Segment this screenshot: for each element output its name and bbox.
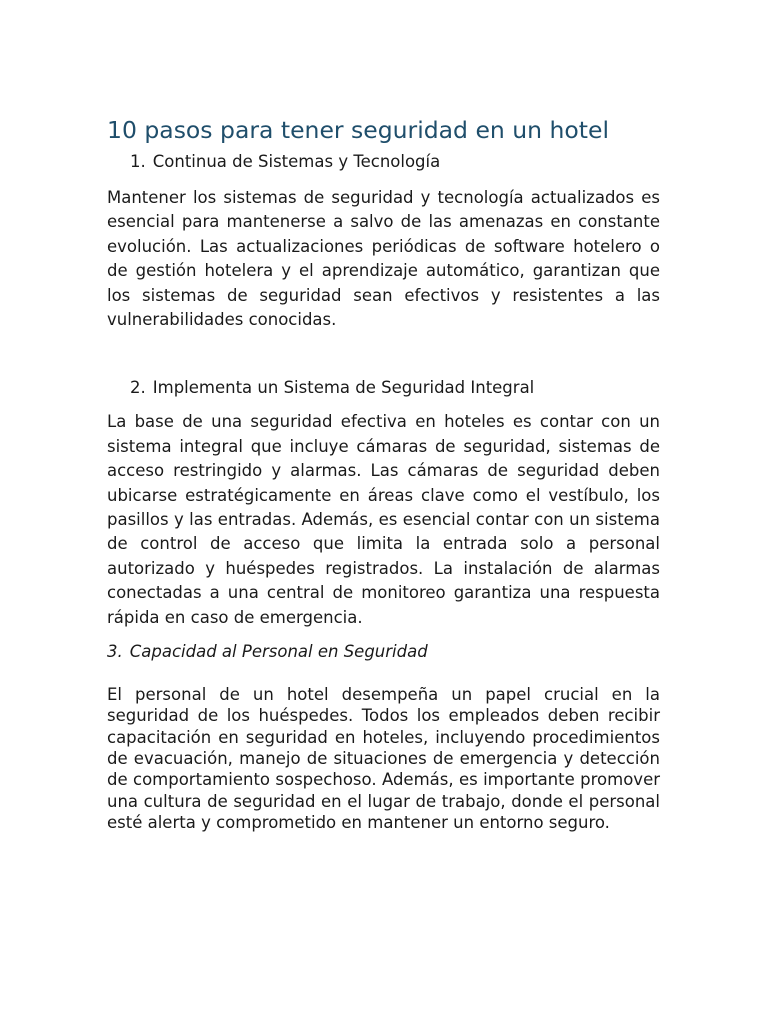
- section-heading-2: [107, 376, 660, 400]
- section-body-3: El personal de un hotel desempeña un papel crucial en la seguridad de los huéspedes. Todos los empleados deben recibir capacitación en seguridad en hoteles, incluyendo procedimientos de evacuación, manejo de situaciones de emergencia y detección de comportamiento sospechoso. Además, es importante promover una cultura de seguridad en el lugar de trabajo, donde el personal esté alerta y comprometido en mantener un entorno seguro.: [107, 685, 660, 832]
- section-number-3: 3.: [107, 642, 123, 662]
- section-heading-text-1: Continua de Sistemas y Tecnología: [152, 152, 441, 171]
- section-heading-text-3: Capacidad al Personal en Seguridad: [129, 642, 428, 662]
- section-heading-text-2: Implementa un Sistema de Seguridad Integral: [152, 378, 535, 398]
- section-number-1: 1.: [130, 152, 146, 171]
- section-body-2: La base de una seguridad efectiva en hoteles es contar con un sistema integral que incluye cámaras de seguridad, sistemas de acceso restringido y alarmas. Las cámaras de seguridad deben ubicarse estratégicamente en áreas clave como el vestíbulo, los pasillos y las entradas. Además, es esencial contar con un sistema de control de acceso que limita la entrada solo a personal autorizado y huéspedes registrados. La instalación de alarmas conectadas a una central de monitoreo garantiza una respuesta rápida en caso de emergencia.: [107, 412, 660, 627]
- section-body-1: Mantener los sistemas de seguridad y tecnología actualizados es esencial para mantenerse a salvo de las amenazas en constante evolución. Las actualizaciones periódicas de software hotelero o de gestión hotelera y el aprendizaje automático, garantizan que los sistemas de seguridad sean efectivos y resistentes a las vulnerabilidades conocidas.: [107, 188, 660, 330]
- section-number-2: 2.: [130, 378, 146, 398]
- document-page: [107, 112, 660, 833]
- section-heading-1: [107, 150, 660, 174]
- section-heading-3: [107, 640, 660, 664]
- document-title: 10 pasos para tener seguridad en un hotel: [107, 116, 609, 144]
